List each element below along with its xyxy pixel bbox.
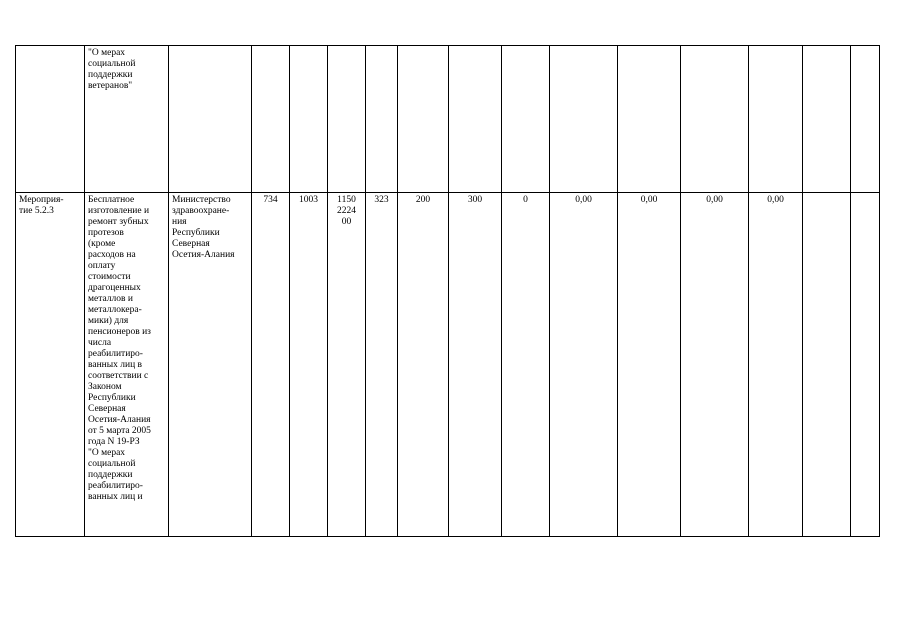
table-cell	[803, 46, 851, 193]
table-cell	[366, 46, 398, 193]
table-cell	[449, 46, 502, 193]
table-cell: 0,00	[550, 193, 618, 537]
table-cell: 200	[398, 193, 449, 537]
table-cell: 0	[502, 193, 550, 537]
table-cell: 300	[449, 193, 502, 537]
table-cell: 1150 2224 00	[328, 193, 366, 537]
table-cell	[16, 46, 85, 193]
table-cell	[169, 46, 252, 193]
table-row	[16, 193, 880, 537]
table-cell	[851, 193, 880, 537]
table-cell	[502, 46, 550, 193]
measure-description-cell: Бесплатное изготовление и ремонт зубных протезов (кроме расходов на оплату стоимости драгоценных металлов и металлокера- мики) для пенсионеров из числа реабилитиро- ванных лиц в соответствии с Законом Республики Северная Осетия-Алания от 5 марта 2005 года N 19-РЗ "О мерах социальной поддержки реабилитиро- ванных лиц и	[85, 193, 169, 537]
table-cell	[328, 46, 366, 193]
budget-table	[15, 45, 880, 537]
table-row	[16, 46, 880, 193]
table-cell: 1003	[290, 193, 328, 537]
table-cell	[618, 46, 681, 193]
table-cell	[803, 193, 851, 537]
table-cell: 0,00	[749, 193, 803, 537]
table-cell: 0,00	[681, 193, 749, 537]
table-cell	[398, 46, 449, 193]
table-cell	[550, 46, 618, 193]
table-cell: 734	[252, 193, 290, 537]
measure-code-cell: Мероприя- тие 5.2.3	[16, 193, 85, 537]
table-cell: 0,00	[618, 193, 681, 537]
responsible-executor-cell: Министерство здравоохране- ния Республики Северная Осетия-Алания	[169, 193, 252, 537]
table-cell	[681, 46, 749, 193]
table-cell	[290, 46, 328, 193]
table-cell: "О мерах социальной поддержки ветеранов"	[85, 46, 169, 193]
table-cell	[749, 46, 803, 193]
table-cell	[851, 46, 880, 193]
table-cell: 323	[366, 193, 398, 537]
table-cell	[252, 46, 290, 193]
